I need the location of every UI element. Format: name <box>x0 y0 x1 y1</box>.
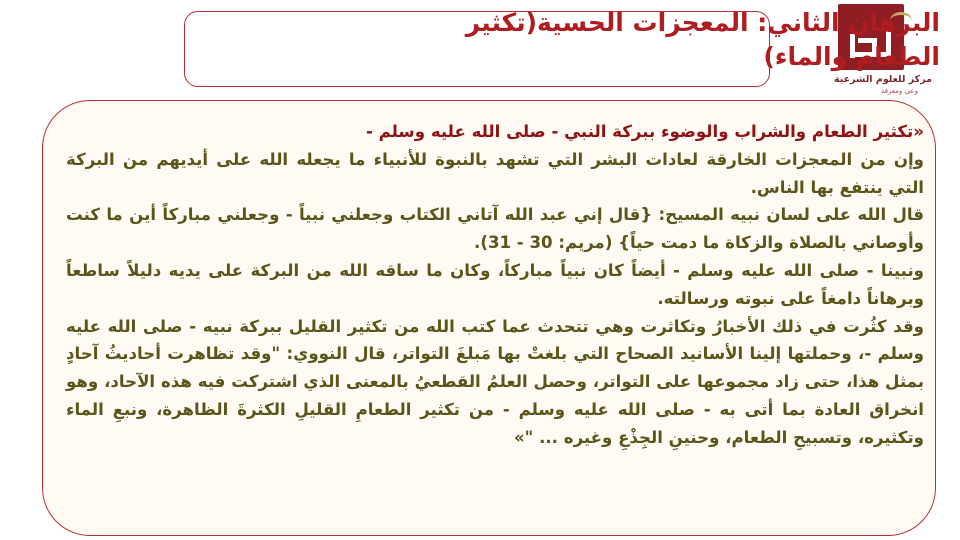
paragraph-3: ونبينا - صلى الله عليه وسلم - أيضاً كان نبياً مباركاً، وكان ما ساقه الله من البركة على يديه دليلاً ساطعاً وبرهاناً دامغاً على نبوته ورسالته. <box>66 260 924 308</box>
lead-heading: «تكثير الطعام والشراب والوضوء ببركة النبي - صلى الله عليه وسلم - <box>365 122 924 141</box>
paragraph-4: وقد كثُرت في ذلك الأخبارُ وتكاثرت وهي تتحدث عما كتب الله من تكثير القليل ببركة نبيه - صلى الله عليه وسلم -، وحملتها إلينا الأسانيد الصحاح التي بلغتْ بها مَبلغَ التواتر، قال النووي: "وقد تظاهرت أحاديثُ آحادٍ بمثل هذا، حتى زاد مجموعها على التواتر، وحصل العلمُ القطعيُ بالمعنى الذي اشتركت فيه هذه الآحاد، وهو انخراق العادة بما أتى به - صلى الله عليه وسلم - من تكثير الطعامِ القليلِ الكثرةَ الظاهرة، ونبعِ الماء وتكثيره، وتسبيحِ الطعام، وحنينِ الجِذْعِ وغيره ... "» <box>66 316 924 447</box>
logo-tagline: وعي ومعرفة <box>880 87 918 95</box>
logo-subtitle: مركز للعلوم الشرعية <box>834 74 932 85</box>
paragraph-1: وإن من المعجزات الخارقة لعادات البشر التي تشهد بالنبوة للأنبياء ما يجعله الله على أيديهم من البركة التي ينتفع بها الناس. <box>66 149 924 197</box>
content-body <box>66 118 924 452</box>
page-title: البرهان الثاني: المعجزات الحسية(تكثير الطعام والماء) <box>465 8 940 71</box>
paragraph-2: قال الله على لسان نبيه المسيح: {قال إني عبد الله آتاني الكتاب وجعلني نبياً - وجعلني مباركاً أين ما كنت وأوصاني بالصلاة والزكاة ما دمت حياً} (مريم: 30 - 31). <box>66 205 924 253</box>
